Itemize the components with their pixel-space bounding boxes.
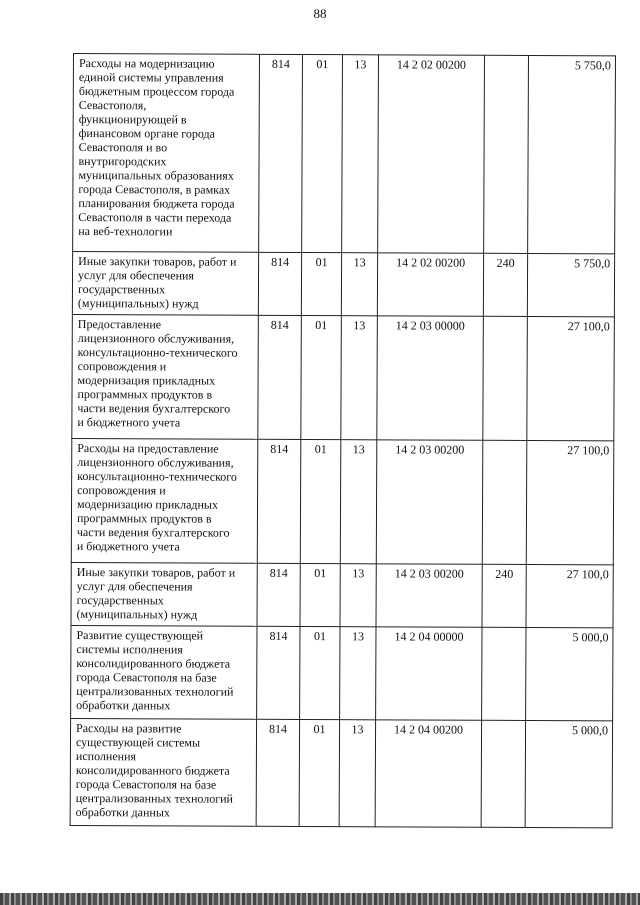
row-expense-type-cell [482, 440, 527, 564]
row-section-cell: 01 [299, 719, 339, 826]
row-target-article-cell: 14 2 02 00200 [378, 55, 485, 253]
row-amount-cell: 5 750,0 [527, 253, 614, 316]
row-subsection-cell: 13 [339, 720, 375, 827]
row-expense-type-cell [481, 720, 525, 827]
row-section-cell: 01 [301, 315, 342, 439]
row-target-article-cell: 14 2 04 00000 [376, 627, 482, 720]
table-row [71, 562, 613, 627]
row-amount-cell: 27 100,0 [527, 316, 615, 440]
row-target-article-cell: 14 2 03 00000 [377, 316, 484, 440]
row-name-cell: Расходы на модернизацию единой системы управления бюджетным процессом города Севастополя, функционирующей в финансовом органе города Севастополя и во внутригородских муниципальных образованиях города Севастополя, в рамках планирования бюджета города Севастополя в части перехода на веб-технологии [73, 54, 260, 253]
row-section-cell: 01 [300, 439, 341, 563]
row-amount-cell: 27 100,0 [526, 564, 613, 627]
table-row [72, 252, 614, 317]
row-grbs-cell: 814 [256, 719, 299, 826]
row-target-article-cell: 14 2 03 00200 [376, 564, 482, 627]
row-section-cell: 01 [300, 626, 340, 719]
row-subsection-cell: 13 [340, 564, 376, 627]
table-row [71, 438, 614, 564]
row-expense-type-cell [483, 316, 528, 440]
row-grbs-cell: 814 [259, 54, 303, 252]
row-target-article-cell: 14 2 04 00200 [375, 720, 481, 827]
row-amount-cell: 5 750,0 [528, 55, 616, 253]
row-subsection-cell: 13 [340, 627, 376, 720]
budget-table-wrapper [70, 53, 615, 828]
row-name-cell: Предоставление лицензионного обслуживания, консультационно-технического сопровождения и модернизация прикладных программных продуктов в части ведения бухгалтерского и бюджетного учета [72, 314, 259, 439]
row-name-cell: Иные закупки товаров, работ и услуг для обеспечения государственных (муниципальных) нужд [72, 252, 258, 316]
row-grbs-cell: 814 [258, 315, 302, 439]
row-amount-cell: 5 000,0 [525, 720, 612, 827]
row-target-article-cell: 14 2 03 00200 [376, 440, 483, 564]
row-grbs-cell: 814 [258, 252, 301, 315]
row-subsection-cell: 13 [340, 440, 377, 564]
table-row [71, 625, 613, 720]
row-subsection-cell: 13 [342, 55, 379, 253]
table-body [70, 54, 615, 828]
table-row [73, 54, 616, 254]
table-row [72, 314, 615, 440]
row-amount-cell: 5 000,0 [526, 627, 613, 720]
row-target-article-cell: 14 2 02 00200 [377, 253, 483, 316]
row-subsection-cell: 13 [341, 316, 378, 440]
budget-table [70, 53, 616, 828]
row-expense-type-cell [484, 55, 529, 253]
scan-edge-artifact [0, 893, 640, 905]
row-name-cell: Развитие существующей системы исполнения консолидированного бюджета города Севастополя на базе централизованных технологий обработки данных [71, 625, 257, 719]
row-name-cell: Расходы на предоставление лицензионного обслуживания, консультационно-технического сопровождения и модернизацию прикладных программных продуктов в части ведения бухгалтерского и бюджетного учета [71, 438, 258, 563]
row-section-cell: 01 [302, 55, 343, 253]
table-row [70, 718, 612, 827]
row-grbs-cell: 814 [257, 563, 300, 626]
row-name-cell: Расходы на развитие существующей системы исполнения консолидированного бюджета города Севастополя на базе централизованных технологий обработки данных [70, 718, 256, 826]
row-expense-type-cell [482, 627, 526, 720]
row-grbs-cell: 814 [257, 626, 300, 719]
row-expense-type-cell: 240 [482, 564, 526, 627]
page-number: 88 [313, 6, 327, 21]
row-expense-type-cell: 240 [483, 253, 527, 316]
row-amount-cell: 27 100,0 [526, 440, 614, 564]
row-section-cell: 01 [301, 252, 341, 315]
row-subsection-cell: 13 [341, 253, 377, 316]
row-section-cell: 01 [300, 563, 340, 626]
row-name-cell: Иные закупки товаров, работ и услуг для обеспечения государственных (муниципальных) нужд [71, 562, 257, 626]
row-grbs-cell: 814 [257, 439, 301, 563]
